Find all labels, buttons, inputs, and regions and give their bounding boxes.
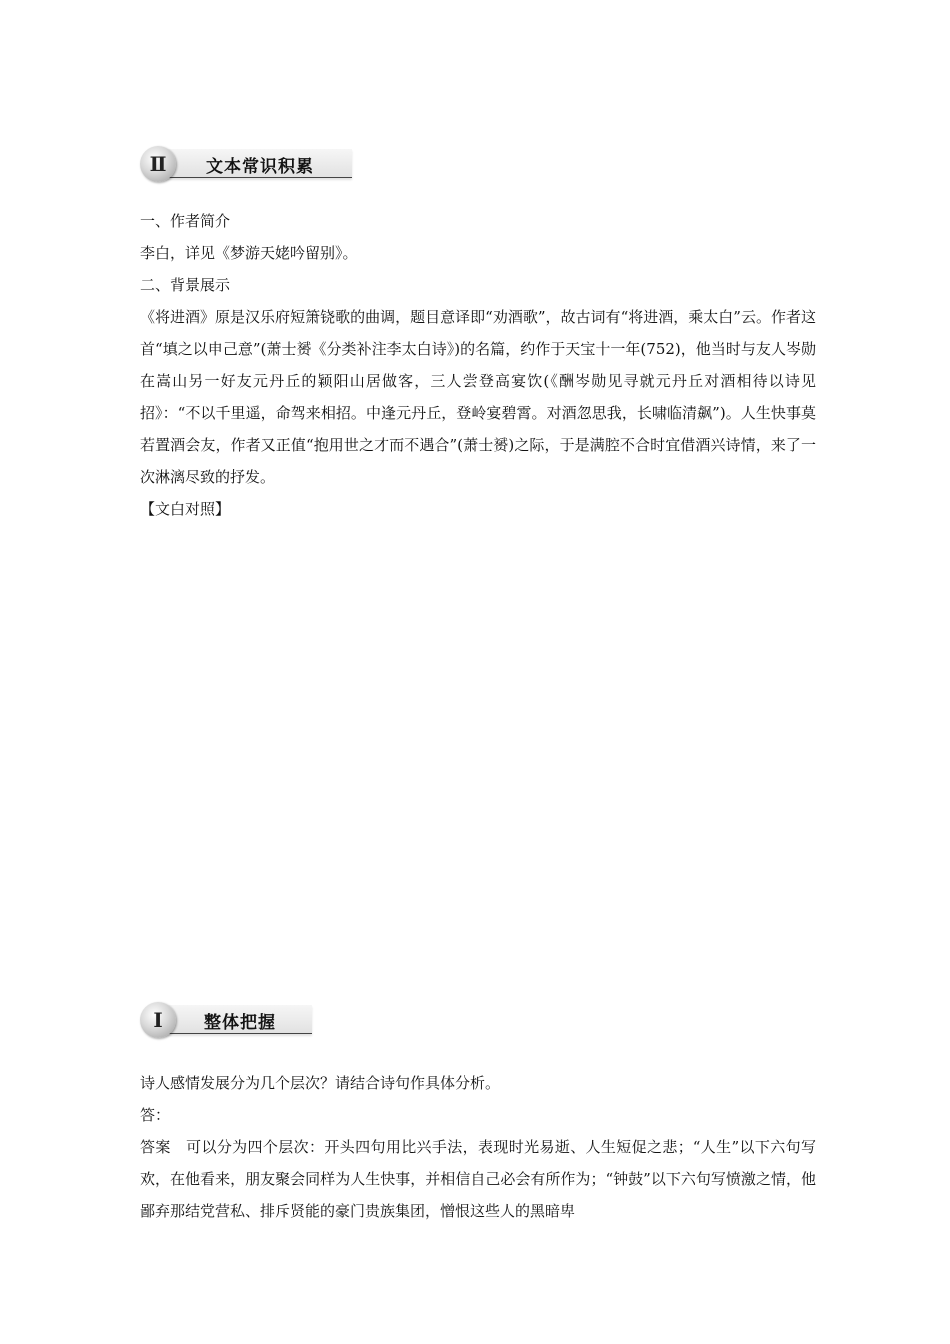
answer-prompt: 答： — [140, 1106, 171, 1124]
background-text: 《将进酒》原是汉乐府短箫铙歌的曲调，题目意译即“劝酒歌”，故古词有“将进酒，乘太白”云。作者这首“填之以申己意”(萧士赟《分类补注李太白诗》)的名篇，约作于天宝十一年(752)，他当时与友人岑勋在嵩山另一好友元丹丘的颖阳山居做客，三人尝登高宴饮(《酬岑勋见寻就元丹丘对酒相待以诗见招》：“不以千里遥，命驾来相招。中逢元丹丘，登岭宴碧霄。对酒忽思我，长啸临清飙”)。人生快事莫若置酒会友，作者又正值“抱用世之才而不遇合”(萧士赟)之际，于是满腔不合时宜借酒兴诗情，来了一次淋漓尽致的抒发。 — [140, 308, 816, 486]
comparison-label: 【文白对照】 — [140, 500, 231, 518]
section-header-overall — [140, 1002, 312, 1042]
answer-text: 答案 可以分为四个层次：开头四句用比兴手法，表现时光易逝、人生短促之悲；“人生”以下六句写欢，在他看来，朋友聚会同样为人生快事，并相信自己必会有所作为；“钟鼓”以下六句写愤激之情，他鄙弃那结党营私、排斥贤能的豪门贵族集团，憎恨这些人的黑暗卑 — [140, 1138, 816, 1220]
section-header-knowledge — [140, 146, 352, 186]
section-title: 整体把握 — [204, 1013, 276, 1033]
knowledge-content — [140, 205, 816, 525]
author-text: 李白，详见《梦游天姥吟留别》。 — [140, 244, 358, 262]
section-title: 文本常识积累 — [206, 157, 314, 177]
background-heading: 二、背景展示 — [140, 276, 231, 294]
section-number-badge — [140, 1002, 176, 1038]
section-number-badge — [140, 146, 176, 182]
author-heading: 一、作者简介 — [140, 212, 231, 230]
overall-content — [140, 1067, 816, 1227]
question-text: 诗人感情发展分为几个层次？请结合诗句作具体分析。 — [140, 1074, 501, 1092]
section-numeral: Ⅰ — [153, 1008, 163, 1032]
section-numeral: Ⅱ — [149, 152, 167, 176]
